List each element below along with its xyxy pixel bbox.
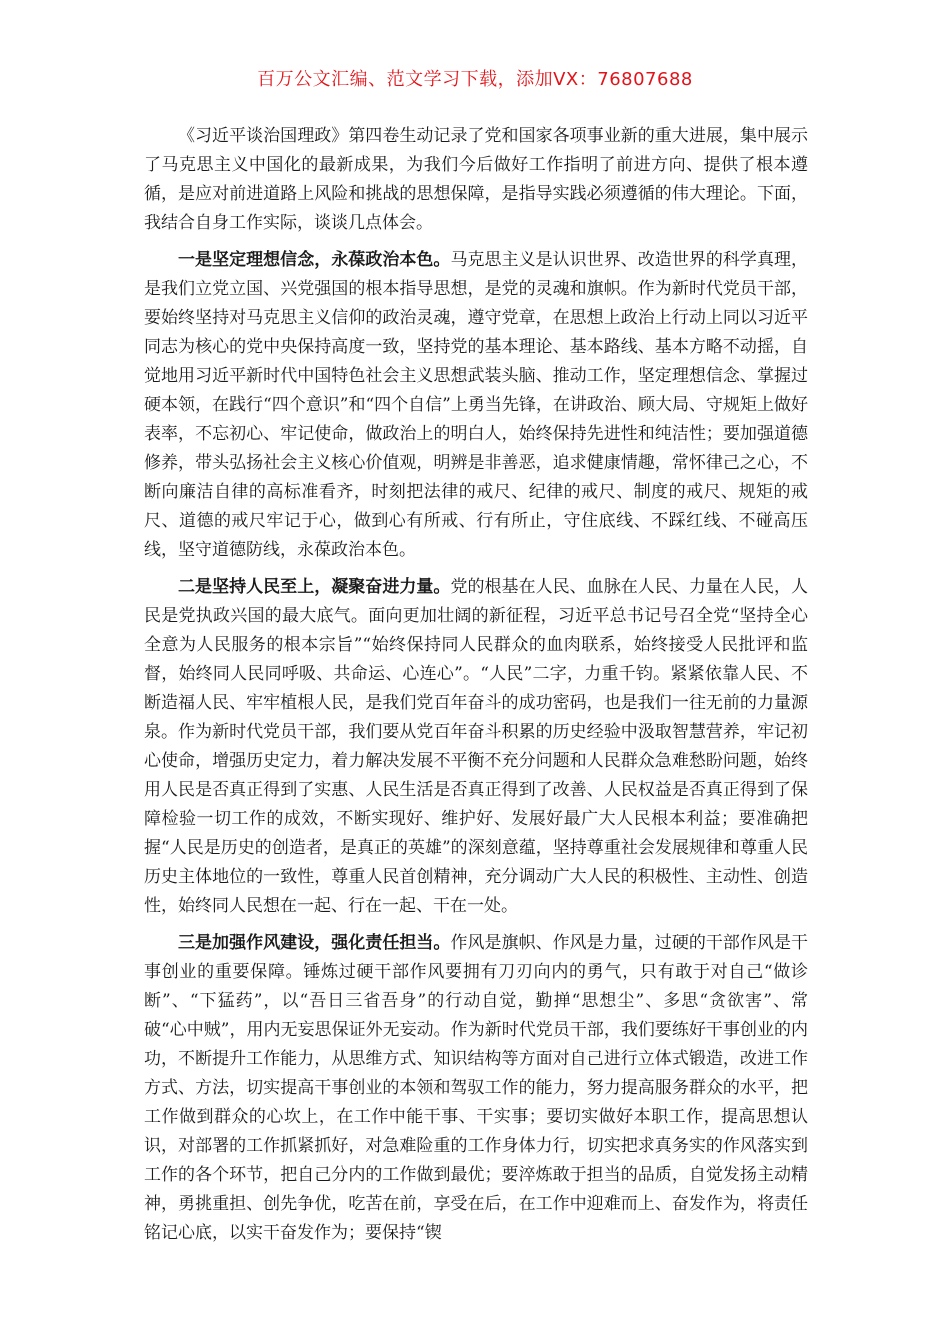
- section-heading-3: 三是加强作风建设，强化责任担当。: [178, 933, 451, 953]
- section-text-1: 马克思主义是认识世界、改造世界的科学真理，是我们立党立国、兴党强国的根本指导思想，是党的灵魂和旗帜。作为新时代党员干部，要始终坚持对马克思主义信仰的政治灵魂，遵守党章，在思想上政治上行动上同以习近平同志为核心的党中央保持高度一致，坚持党的基本理论、基本路线、基本方略不动摇，自觉地用习近平新时代中国特色社会主义思想武装头脑、推动工作，坚定理想信念、掌握过硬本领，在践行“四个意识”和“四个自信”上勇当先锋，在讲政治、顾大局、守规矩上做好表率，不忘初心、牢记使命，做政治上的明白人，始终保持先进性和纯洁性；要加强道德修养，带头弘扬社会主义核心价值观，明辨是非善恶，追求健康情趣，常怀律己之心，不断向廉洁自律的高标准看齐，时刻把法律的戒尺、纪律的戒尺、制度的戒尺、规矩的戒尺、道德的戒尺牢记于心，做到心有所戒、行有所止，守住底线、不踩红线、不碰高压线，坚守道德防线，永葆政治本色。: [144, 250, 809, 560]
- promo-header: 百万公文汇编、范文学习下载，添加VX：76807688: [257, 69, 693, 90]
- section-text-2: 党的根基在人民、血脉在人民、力量在人民，人民是党执政兴国的最大底气。面向更加壮阔的新征程，习近平总书记号召全党“坚持全心全意为人民服务的根本宗旨”“始终保持同人民群众的血肉联系，始终接受人民批评和监督，始终同人民同呼吸、共命运、心连心”。“人民”二字，力重千钧。紧紧依靠人民、不断造福人民、牢牢植根人民，是我们党百年奋斗的成功密码，也是我们一往无前的力量源泉。作为新时代党员干部，我们要从党百年奋斗积累的历史经验中汲取智慧营养，牢记初心使命，增强历史定力，着力解决发展不平衡不充分问题和人民群众急难愁盼问题，始终用人民是否真正得到了实惠、人民生活是否真正得到了改善、人民权益是否真正得到了保障检验一切工作的成效，不断实现好、维护好、发展好最广大人民根本利益；要准确把握“人民是历史的创造者，是真正的英雄”的深刻意蕴，坚持尊重社会发展规律和尊重人民历史主体地位的一致性，尊重人民首创精神，充分调动广大人民的积极性、主动性、创造性，始终同人民想在一起、行在一起、干在一处。: [144, 577, 809, 916]
- section-text-3: 作风是旗帜、作风是力量，过硬的干部作风是干事创业的重要保障。锤炼过硬干部作风要拥有刀刃向内的勇气，只有敢于对自己“做诊断”、“下猛药”，以“吾日三省吾身”的行动自觉，勤掸“思想尘”、多思“贪欲害”、常破“心中贼”，用内无妄思保证外无妄动。作为新时代党员干部，我们要练好干事创业的内功，不断提升工作能力，从思维方式、知识结构等方面对自己进行立体式锻造，改进工作方式、方法，切实提高干事创业的本领和驾驭工作的能力，努力提高服务群众的水平，把工作做到群众的心坎上，在工作中能干事、干实事；要切实做好本职工作，提高思想认识，对部署的工作抓紧抓好，对急难险重的工作身体力行，切实把求真务实的作风落实到工作的各个环节，把自己分内的工作做到最优；要淬炼敢于担当的品质，自觉发扬主动精神，勇挑重担、创先争优，吃苦在前，享受在后，在工作中迎难而上、奋发作为，将责任铭记心底，以实干奋发作为；要保持“锲: [144, 933, 809, 1243]
- section-paragraph-1: [144, 246, 808, 565]
- section-paragraph-2: [144, 573, 808, 921]
- intro-paragraph: 《习近平谈治国理政》第四卷生动记录了党和国家各项事业新的重大进展，集中展示了马克思主义中国化的最新成果，为我们今后做好工作指明了前进方向、提供了根本遵循，是应对前进道路上风险和挑战的思想保障，是指导实践必须遵循的伟大理论。下面，我结合自身工作实际，谈谈几点体会。: [144, 126, 808, 233]
- section-heading-1: 一是坚定理想信念，永葆政治本色。: [178, 250, 451, 270]
- document-body: [144, 122, 808, 1256]
- section-heading-2: 二是坚持人民至上，凝聚奋进力量。: [178, 577, 451, 597]
- section-paragraph-3: [144, 929, 808, 1248]
